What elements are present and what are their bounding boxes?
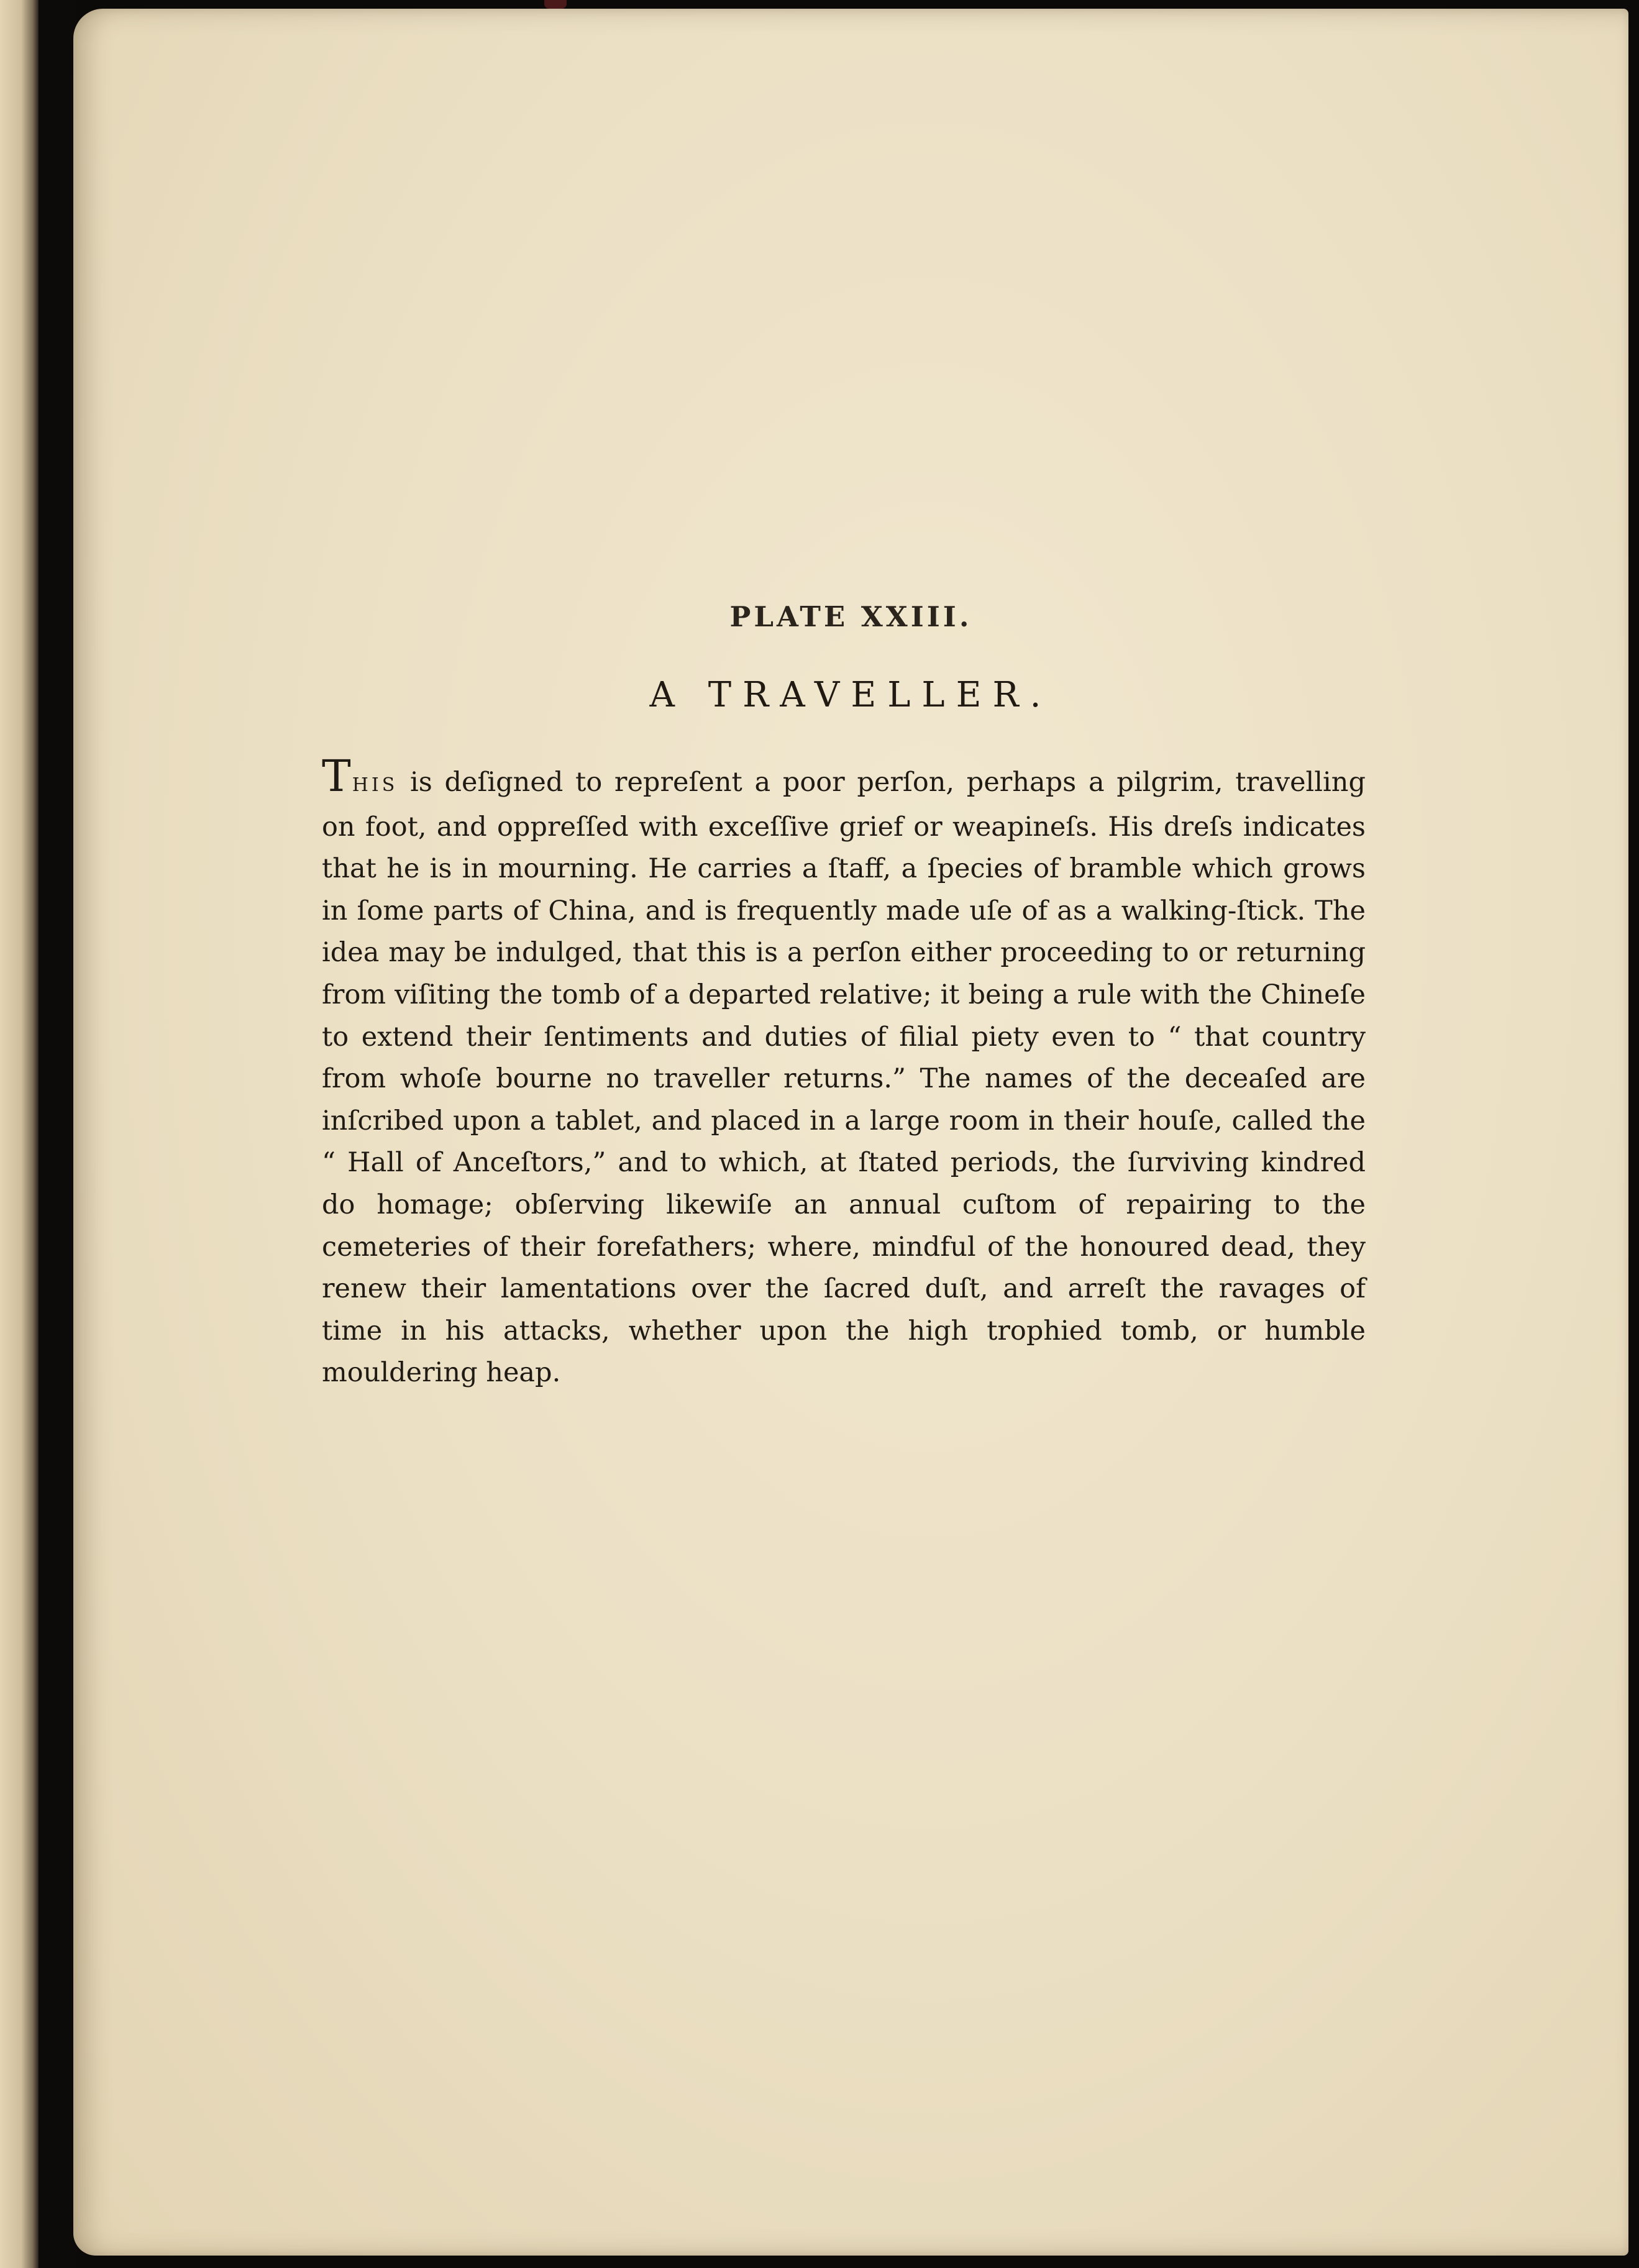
book-page <box>73 9 1628 2256</box>
book-gutter <box>39 0 77 2268</box>
facing-page-edge <box>0 0 39 2268</box>
opening-word: HIS <box>352 774 398 796</box>
ribbon-marker <box>544 0 567 9</box>
plate-title: A TRAVELLER. <box>649 675 1052 715</box>
drop-cap: T <box>322 751 352 802</box>
plate-number: PLATE XXIII. <box>729 600 972 633</box>
paragraph-text: is deſigned to repreſent a poor perſon, perhaps a pilgrim, travelling on foot, and oppreſſed with exceſſive grief or weарineſs. His dreſs indicates that he is in mourning. He carries a ſtaff, a ſpecies of bramble which grows in ſome parts of China, and is frequently made uſe of as a walking-ſtick. The idea may be indulged, that this is a perſon either proceeding to or returning from viſiting the tomb of a departed relative; it being a rule with the Chineſe to extend their ſentiments and duties of filial piety even to “ that country from whoſe bourne no traveller returns.” The names of the deceaſed are inſcribed upon a tablet, and placed in a large room in their houſe, called the “ Hall of Anceſtors,” and to which, at ſtated periods, the ſurviving kindred do homage; obſerving likewiſe an annual cuſtom of repairing to the cemeteries of their forefathers; where, mindful of the honoured dead, they renew their lamentations over the ſacred duſt, and arreſt the ravages of time in his attacks, whether upon the high trophied tomb, or humble mouldering heap. <box>322 767 1366 1389</box>
description-paragraph <box>322 751 1366 1394</box>
